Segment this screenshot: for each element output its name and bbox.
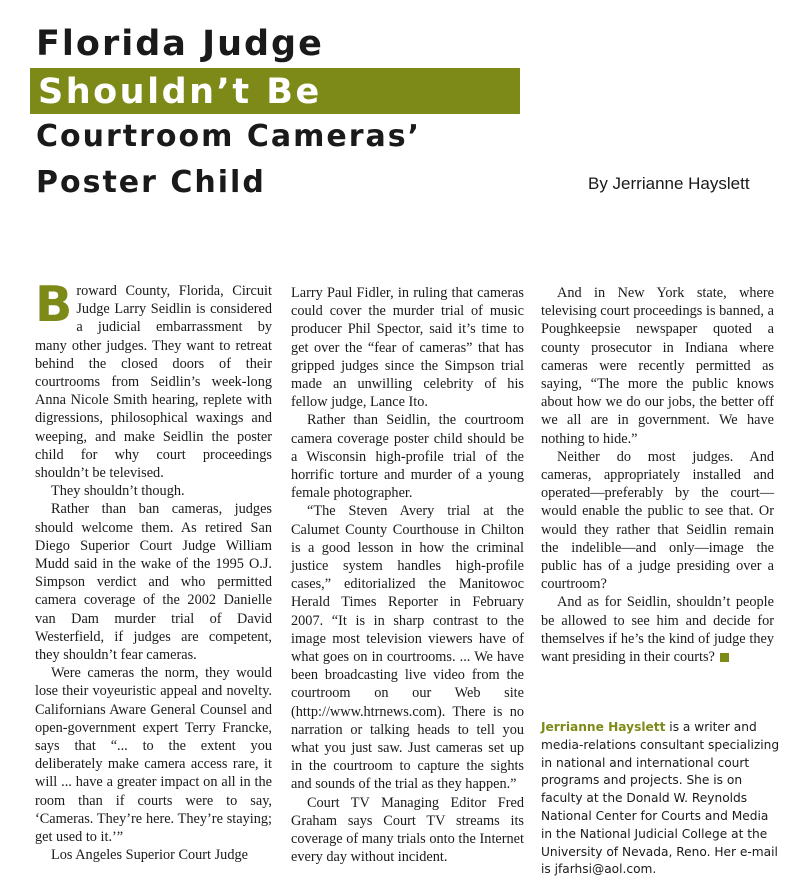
author-bio	[541, 719, 781, 879]
article-paragraph: Los Angeles Superior Court Judge	[51, 847, 248, 864]
article-paragraph: And in New York state, where televising court proceedings is banned, a Poughkeepsie newspaper quoted a county prosecutor in Indiana where cameras were recently permitted as saying, “The more the public knows about how we do our jobs, the better off we all are in government. We have nothing to hide.”	[541, 285, 774, 447]
article-paragraph: Rather than ban cameras, judges should welcome them. As retired San Diego Superior Court Judge William Mudd said in the wake of the 1995 O.J. Simpson verdict and who permitted camera coverage of the 2002 Danielle van Dam murder trial of David Westerfield, if judges are competent, they shouldn’t fear cameras.	[35, 501, 272, 664]
article-paragraph: Larry Paul Fidler, in ruling that cameras could cover the murder trial of music producer Phil Spector, said it’s time to get over the “fear of cameras” that has gripped judges since the Simpson trial made an unwilling celebrity of his fellow judge, Lance Ito.	[291, 285, 524, 411]
author-bio-text: is a writer and media-relations consultant specializing in national and international court programs and projects. She is on faculty at the Donald W. Reynolds National Center for Courts and Media in the National Judicial College at the University of Nevada, Reno. Her e-mail is jfarhsi@aol.com.	[541, 720, 780, 877]
drop-cap: B	[35, 276, 73, 333]
article-paragraph: Rather than Seidlin, the courtroom camera coverage poster child should be a Wisconsin high-profile trial of the horrific torture and murder of a young female photographer.	[291, 412, 524, 502]
article-column-3	[541, 284, 774, 666]
article-paragraph: Were cameras the norm, they would lose their voyeuristic appeal and novelty. Californians Aware General Counsel and open-government expert Terry Francke, says that “... to the extent you deliberately make camera access rare, it will ... have a greater impact on all in the room than if courts were to say, ‘Cameras. They’re here. They’re staying; get used to it.’”	[35, 665, 272, 846]
byline: By Jerrianne Hayslett	[588, 174, 750, 193]
square-end-mark-icon	[720, 653, 729, 662]
article-paragraph: “The Steven Avery trial at the Calumet County Courthouse in Chilton is a good lesson in how the criminal justice system handles high-profile cases,” editorialized the Manitowoc Herald Times Reporter in February 2007. “It is in sharp contrast to the image most television viewers have of what goes on in courtrooms. ... We have been broadcasting live video from the courtroom on our Web site (http://www.htrnews.com). There is no narration or talking heads to tell you what you just saw. Just cameras set up in the courtroom to capture the sights and sounds of the trial as they happen.”	[291, 503, 524, 793]
article-paragraph: They shouldn’t though.	[51, 483, 185, 500]
article-column-1	[35, 276, 272, 865]
headline-line-1: Florida Judge	[36, 24, 324, 64]
headline-line-4: Poster Child	[36, 165, 266, 200]
article-paragraph: Broward County, Florida, Circuit Judge Larry Seidlin is considered a judicial embarrassment by many other judges. They want to retreat behind the closed doors of their courtrooms from Seidlin’s week-long Anna Nicole Smith hearing, replete with digressions, philosophical waxings and weeping, and make Seidlin the poster child for why court proceedings shouldn’t be televised.	[35, 276, 272, 482]
article-paragraph: Court TV Managing Editor Fred Graham says Court TV streams its coverage of many trials onto the Internet every day without incident.	[291, 794, 524, 866]
headline-line-3: Courtroom Cameras’	[36, 119, 421, 154]
article-column-2	[291, 284, 524, 867]
headline-line-2: Shouldn’t Be	[38, 72, 322, 112]
article-paragraph: Neither do most judges. And cameras, appropriately installed and operated—preferably by the court—would enable the public to see that. Or would they rather that Seidlin remain the indelible—and only—image the public has of a judge presiding over a courtroom?	[541, 448, 774, 593]
article-paragraph: And as for Seidlin, shouldn’t people be allowed to see him and decide for themselves if he’s the kind of judge they want presiding in their courts?	[541, 594, 774, 666]
author-bio-name: Jerrianne Hayslett	[541, 720, 666, 734]
